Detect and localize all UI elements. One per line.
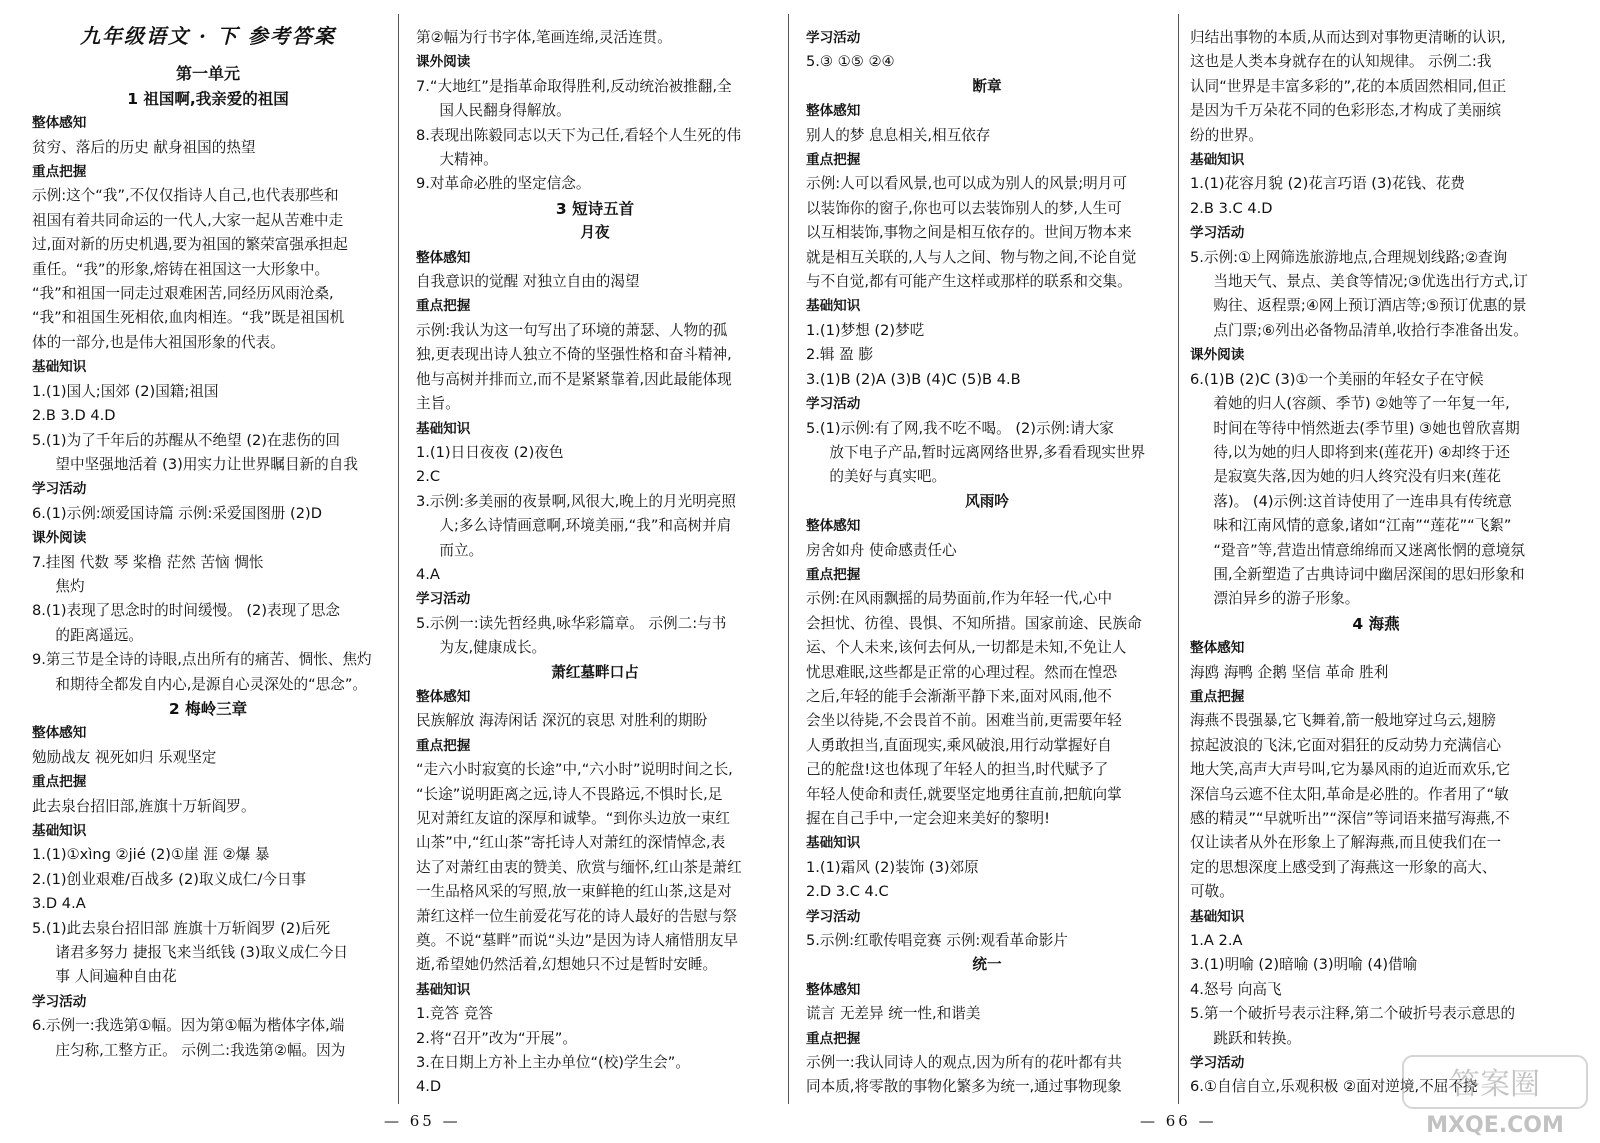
text-line: 见对萧红友谊的深厚和诚挚。“到你头边放一束红	[416, 810, 731, 827]
text-line: 山茶”中,“红山茶”寄托诗人对萧红的深情悼念,表	[416, 834, 726, 852]
text-line: 当地天气、景点、美食等情况;③优选出行方式,订	[1213, 273, 1528, 291]
section-heading: 整体感知	[416, 249, 471, 266]
section-heading: 学习活动	[806, 30, 861, 46]
text-line: 3.示例:多美丽的夜景啊,风很大,晚上的月光明亮照	[416, 492, 736, 510]
text-line: 4.A	[416, 565, 440, 583]
section-heading: 重点把握	[416, 737, 471, 754]
text-line: 年轻人使命和责任,就要坚定地勇往直前,把航向掌	[806, 785, 1122, 803]
text-line: 1.A 2.A	[1190, 932, 1243, 950]
section-heading: 学习活动	[1190, 225, 1245, 242]
lesson-title: 2 梅岭三章	[168, 699, 248, 718]
section-heading: 重点把握	[32, 164, 87, 181]
text-line: 萧红这样一位生前爱花写花的诗人最好的告慰与祭	[416, 907, 738, 925]
column-4	[1190, 26, 1562, 1136]
section-heading: 重点把握	[32, 774, 87, 791]
text-line: 勉励战友 视死如归 乐观坚定	[32, 748, 217, 766]
text-line: 谎言 无差异 统一性,和谐美	[806, 1005, 981, 1023]
poem-title: 断章	[972, 77, 1002, 95]
unit-title: 第一单元	[175, 64, 240, 84]
text-line: 重任。“我”的形象,熔铸在祖国这一大形象中。	[32, 260, 330, 278]
text-line: 8.(1)表现了思念时的时间缓慢。 (2)表现了思念	[32, 602, 341, 620]
section-heading: 课外阅读	[1190, 347, 1245, 364]
text-line: 国人民翻身得解放。	[439, 102, 571, 120]
section-heading: 学习活动	[32, 481, 87, 498]
section-heading: 重点把握	[806, 1030, 861, 1047]
text-line: 2.将“召开”改为“开展”。	[416, 1029, 577, 1047]
text-line: 独,更表现出诗人独立不倚的坚强性格和奋斗精神,	[416, 346, 732, 364]
text-line: 庄匀称,工整方正。 示例二:我选第②幅。因为	[55, 1041, 346, 1059]
text-line: 3.D 4.A	[32, 895, 86, 913]
page-number-right: — 66 —	[1140, 1112, 1217, 1130]
text-line: 时间在等待中悄然逝去(季节里) ③她也曾欣喜期	[1213, 419, 1520, 437]
poem-title: 月夜	[580, 224, 610, 242]
page-title: 九年级语文 · 下 参考答案	[80, 24, 336, 48]
text-line: 3.(1)明喻 (2)暗喻 (3)明喻 (4)借喻	[1190, 956, 1418, 974]
text-line: 的美好与真实吧。	[829, 468, 947, 486]
text-line: 奠。不说“墓畔”而说“头边”是因为诗人痛惜朋友早	[416, 932, 739, 950]
text-line: 人;多么诗情画意啊,环境美丽,“我”和高树并肩	[439, 517, 732, 535]
section-heading: 整体感知	[32, 725, 87, 742]
text-line: 7.挂图 代数 琴 桨橹 茫然 苦恼 惆怅	[32, 553, 264, 571]
section-heading: 学习活动	[806, 396, 861, 413]
text-line: 人勇敢担当,直面现实,乘风破浪,用行动掌握好自	[806, 736, 1112, 754]
text-line: 5.(1)此去泉台招旧部 旌旗十万斩阎罗 (2)后死	[32, 919, 331, 937]
text-line: 地大笑,高声大声号叫,它为暴风雨的迫近而欢乐,它	[1190, 761, 1511, 779]
text-line: 自我意识的觉醒 对独立自由的渴望	[416, 273, 640, 291]
text-line: 运、个人未来,该何去何从,一切都是未知,不免让人	[806, 639, 1127, 657]
text-line: “我”和祖国生死相依,血肉相连。“我”既是祖国机	[32, 309, 345, 327]
text-line: 而立。	[439, 541, 484, 559]
text-line: 与不自觉,都有可能产生这样或那样的联系和交集。	[806, 273, 1132, 291]
text-line: 跳跃和转换。	[1213, 1029, 1301, 1047]
text-line: 和期待全都发自内心,是源自心灵深处的“思念”。	[55, 675, 367, 693]
page-number-left: — 65 —	[384, 1112, 461, 1130]
poem-title: 风雨吟	[965, 492, 1009, 510]
text-line: 可敬。	[1190, 883, 1234, 901]
text-line: 示例:我认为这一句写出了环境的萧瑟、人物的孤	[416, 321, 728, 339]
text-line: 4.D	[416, 1078, 442, 1096]
text-line: 1.(1)日日夜夜 (2)夜色	[416, 443, 564, 461]
text-line: 此去泉台招旧部,旌旗十万斩阎罗。	[32, 797, 256, 815]
text-line: 2.(1)创业艰难/百战多 (2)取义成仁/今日事	[32, 870, 307, 888]
text-line: 主旨。	[416, 395, 460, 413]
section-heading: 基础知识	[806, 298, 861, 315]
text-line: 2.C	[416, 468, 441, 486]
text-line: 别人的梦 息息相关,相互依存	[806, 126, 991, 144]
text-line: 6.①自信自立,乐观积极 ②面对逆境,不屈不挠	[1190, 1078, 1478, 1096]
column-3	[806, 26, 1168, 1136]
page-divider	[788, 14, 789, 1104]
text-line: 祖国有着共同命运的一代人,大家一起从苦难中走	[32, 211, 344, 229]
section-heading: 整体感知	[806, 103, 861, 120]
text-line: 房舍如舟 使命感责任心	[806, 541, 957, 559]
section-heading: 整体感知	[416, 688, 471, 705]
section-heading: 学习活动	[416, 591, 471, 608]
text-line: 1.(1)①xìng ②jié (2)①崖 涯 ②爆 暴	[32, 846, 270, 864]
text-line: 8.表现出陈毅同志以天下为己任,看轻个人生死的伟	[416, 126, 742, 144]
text-line: 他与高树并排而立,而不是紧紧靠着,因此最能体现	[416, 370, 732, 388]
text-line: 是寂寞失落,因为她的归人终究没有归来(莲花	[1213, 468, 1501, 486]
lesson-title: 3 短诗五首	[555, 199, 635, 218]
text-line: 会坐以待毙,不会畏首不前。困难当前,更需要年轻	[806, 712, 1122, 730]
text-line: 大精神。	[439, 151, 498, 169]
column-2	[416, 26, 774, 1136]
watermark-text: 答案圈	[1450, 1067, 1540, 1102]
text-line: 以互相装饰,事物之间是相互依存的。世间万物本来	[806, 224, 1132, 242]
text-line: 掠起波浪的飞沫,它面对猖狂的反动势力充满信心	[1190, 736, 1502, 754]
text-line: 5.③ ①⑤ ②④	[806, 53, 895, 71]
text-line: 待,以为她的归人即将到来(莲花开) ④却终于还	[1213, 443, 1510, 461]
column-1	[32, 0, 384, 1110]
text-line: 6.(1)示例:颂爱国诗篇 示例:采爱国图册 (2)D	[32, 504, 322, 522]
text-line: 过,面对新的历史机遇,要为祖国的繁荣富强承担起	[32, 236, 348, 254]
text-line: 2.辑 盈 膨	[806, 346, 873, 364]
section-heading: 基础知识	[1190, 908, 1245, 925]
text-line: 5.(1)为了千年后的苏醒从不绝望 (2)在悲伤的回	[32, 431, 341, 449]
text-line: 6.示例一:我选第①幅。因为第①幅为楷体字体,端	[32, 1017, 345, 1035]
text-line: 一生品格风采的写照,放一束鲜艳的红山茶,这是对	[416, 883, 732, 901]
text-line: 点门票;⑥列出必备物品清单,收拾行李准备出发。	[1213, 321, 1528, 339]
text-line: 忧思难眠,这些都是正常的心理过程。然而在惶恐	[806, 663, 1118, 681]
section-heading: 整体感知	[32, 115, 87, 132]
column-divider	[1178, 14, 1179, 1104]
text-line: 1.(1)国人;国郊 (2)国籍;祖国	[32, 382, 219, 400]
text-line: 示例:这个“我”,不仅仅指诗人自己,也代表那些和	[32, 187, 339, 205]
text-line: 购往、返程票;④网上预订酒店等;⑤预订优惠的景	[1213, 297, 1527, 315]
text-line: 归结出事物的本质,从而达到对事物更清晰的认识,	[1190, 29, 1506, 46]
text-line: 3.在日期上方补上主办单位“(校)学生会”。	[416, 1054, 690, 1072]
text-line: 1.(1)梦想 (2)梦呓	[806, 321, 925, 339]
text-line: 5.示例:①上网筛选旅游地点,合理规划线路;②查询	[1190, 248, 1508, 266]
text-line: 3.(1)B (2)A (3)B (4)C (5)B 4.B	[806, 370, 1021, 388]
section-heading: 基础知识	[806, 835, 861, 852]
text-line: 海燕不畏强暴,它飞舞着,箭一般地穿过乌云,翅膀	[1190, 712, 1496, 730]
section-heading: 重点把握	[416, 298, 471, 315]
text-line: 着她的归人(容颜、季节) ②她等了一年复一年,	[1213, 395, 1510, 413]
watermark-url: MXQE.COM	[1426, 1113, 1564, 1138]
text-line: 示例:在风雨飘摇的局势面前,作为年轻一代,心中	[806, 590, 1113, 608]
text-line: 为友,健康成长。	[439, 639, 547, 657]
right-page	[800, 0, 1600, 1143]
text-line: 这也是人类本身就存在的认知规律。 示例二:我	[1190, 53, 1492, 71]
section-heading: 整体感知	[1190, 640, 1245, 657]
text-line: 9.第三节是全诗的诗眼,点出所有的痛苦、惆怅、焦灼	[32, 651, 372, 669]
text-line: 以装饰你的窗子,你也可以去装饰别人的梦,人生可	[806, 199, 1122, 217]
text-line: 焦灼	[55, 577, 85, 595]
text-line: “长途”说明距离之远,诗人不畏路远,不惧时长,足	[416, 785, 723, 803]
text-line: 民族解放 海涛闲话 深沉的哀思 对胜利的期盼	[416, 712, 708, 730]
text-line: 1.竞答 竞答	[416, 1005, 493, 1023]
section-heading: 课外阅读	[32, 530, 87, 547]
section-heading: 整体感知	[806, 518, 861, 535]
text-line: 漂泊异乡的游子形象。	[1213, 590, 1360, 608]
text-line: 2.B 3.C 4.D	[1190, 199, 1273, 217]
text-line: 事 人间遍种自由花	[55, 968, 177, 986]
text-line: 定的思想深度上感受到了海燕这一形象的高大、	[1190, 858, 1497, 876]
column-divider	[398, 14, 399, 1104]
section-heading: 基础知识	[1190, 152, 1245, 169]
text-line: 5.示例:红歌传唱竞赛 示例:观看革命影片	[806, 932, 1068, 950]
lesson-title: 4 海燕	[1352, 614, 1400, 633]
section-heading: 学习活动	[806, 908, 861, 925]
text-line: 同本质,将零散的事物化繁多为统一,通过事物现象	[806, 1078, 1122, 1096]
text-line: 9.对革命必胜的坚定信念。	[416, 175, 591, 193]
section-heading: 重点把握	[806, 566, 861, 583]
text-line: 达了对萧红由衷的赞美、欣赏与缅怀,红山茶是萧红	[416, 858, 742, 876]
text-line: 1.(1)霜风 (2)装饰 (3)郊原	[806, 858, 979, 876]
section-heading: 基础知识	[32, 359, 87, 376]
section-heading: 学习活动	[32, 993, 87, 1010]
text-line: 围,全新塑造了古典诗词中幽居深闺的思妇形象和	[1213, 565, 1525, 583]
text-line: “走六小时寂寞的长途”中,“六小时”说明时间之长,	[416, 761, 733, 779]
section-heading: 课外阅读	[416, 54, 471, 71]
text-line: 是因为千万朵花不同的色彩形态,才构成了美丽缤	[1190, 102, 1502, 120]
text-line: 纷的世界。	[1190, 126, 1263, 144]
text-line: 己的舵盘!这也体现了年轻人的担当,时代赋予了	[806, 761, 1109, 779]
text-line: 体的一部分,也是伟大祖国形象的代表。	[32, 333, 285, 351]
text-line: 的距离遥远。	[55, 626, 143, 644]
poem-title: 统一	[972, 956, 1002, 974]
text-line: 感的精灵”“早就听出”“深信”等词语来描写海燕,不	[1190, 810, 1510, 827]
text-line: 会担忧、彷徨、畏惧、不知所措。国家前途、民族命	[806, 614, 1142, 632]
text-line: 示例一:我认同诗人的观点,因为所有的花叶都有共	[806, 1054, 1123, 1072]
text-line: 深信乌云遮不住太阳,革命是必胜的。作者用了“敏	[1190, 785, 1509, 803]
text-line: 之后,年轻的能手会渐渐平静下来,面对风雨,他不	[806, 687, 1112, 705]
text-line: 海鸥 海鸭 企鹅 坚信 革命 胜利	[1190, 663, 1389, 681]
section-heading: 重点把握	[806, 152, 861, 169]
text-line: 1.(1)花容月貌 (2)花言巧语 (3)花钱、花费	[1190, 175, 1465, 193]
text-line: 6.(1)B (2)C (3)①一个美丽的年轻女子在守候	[1190, 370, 1484, 388]
text-line: 5.(1)示例:有了网,我不吃不喝。 (2)示例:请大家	[806, 419, 1114, 437]
text-line: 贫穷、落后的历史 献身祖国的热望	[32, 138, 256, 156]
text-line: 诸君多努力 捷报飞来当纸钱 (3)取义成仁今日	[55, 944, 348, 962]
section-heading: 学习活动	[1190, 1055, 1245, 1072]
text-line: 认同“世界是丰富多彩的”,花的本质固然相同,但正	[1190, 77, 1507, 95]
text-line: 第②幅为行书字体,笔画连绵,灵活连贯。	[416, 29, 672, 46]
text-line: 逝,希望她仍然活着,幻想她只不过是暂时安睡。	[416, 956, 718, 974]
text-line: 5.示例一:读先哲经典,咏华彩篇章。 示例二:与书	[416, 614, 727, 632]
text-line: 5.第一个破折号表示注释,第二个破折号表示意思的	[1190, 1005, 1516, 1023]
section-heading: 基础知识	[416, 420, 471, 437]
section-heading: 基础知识	[416, 981, 471, 998]
text-line: 落)。 (4)示例:这首诗使用了一连串具有传统意	[1213, 492, 1512, 510]
text-line: 望中坚强地活着 (3)用实力让世界瞩目新的自我	[55, 455, 358, 473]
text-line: 握在自己手中,一定会迎来美好的黎明!	[806, 810, 1050, 827]
section-heading: 整体感知	[806, 981, 861, 998]
text-line: “我”和祖国一同走过艰难困苦,同经历风雨沧桑,	[32, 285, 334, 303]
text-line: 2.B 3.D 4.D	[32, 407, 116, 425]
text-line: 就是相互关联的,人与人之间、物与物之间,不论自觉	[806, 248, 1137, 266]
text-line: 仅让读者从外在形象上了解海燕,而且使我们在一	[1190, 834, 1502, 852]
section-heading: 基础知识	[32, 823, 87, 839]
watermark-logo	[1395, 1050, 1595, 1140]
text-line: “跫音”等,营造出情意绵绵而又迷离怅惘的意境氛	[1213, 541, 1525, 559]
section-heading: 重点把握	[1190, 688, 1245, 705]
text-line: 示例:人可以看风景,也可以成为别人的风景;明月可	[806, 175, 1127, 193]
text-line: 放下电子产品,暂时远离网络世界,多看看现实世界	[829, 443, 1146, 461]
text-line: 7.“大地红”是指革命取得胜利,反动统治被推翻,全	[416, 77, 732, 95]
poem-title: 萧红墓畔口占	[551, 663, 639, 681]
lesson-title: 1 祖国啊,我亲爱的祖国	[127, 89, 289, 108]
text-line: 4.怒号 向高飞	[1190, 980, 1282, 998]
text-line: 2.D 3.C 4.C	[806, 883, 889, 901]
text-line: 味和江南风情的意象,诸如“江南”“莲花”“飞絮”	[1213, 517, 1512, 535]
